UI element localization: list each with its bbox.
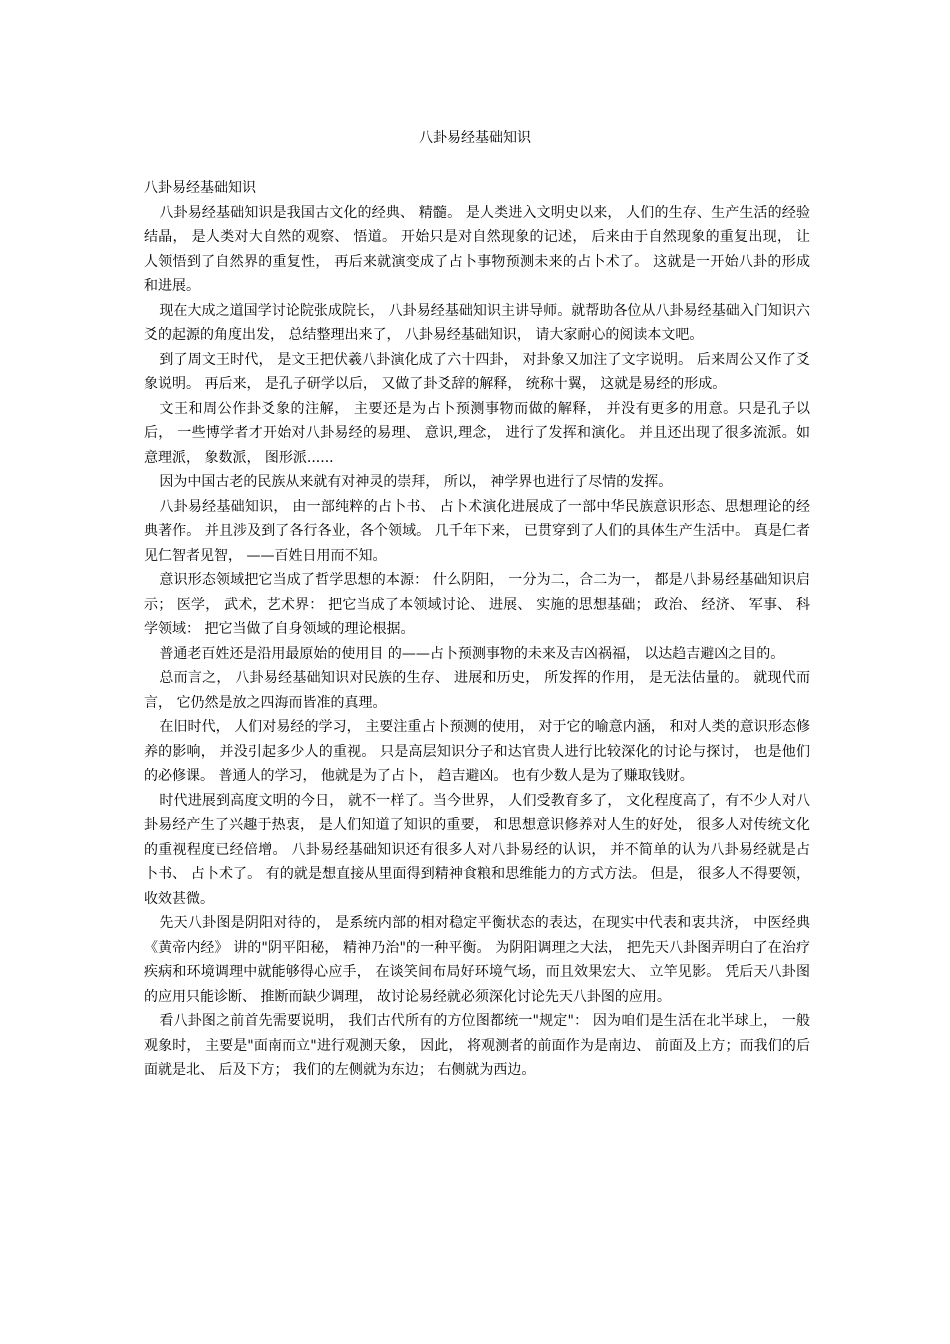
paragraph: 因为中国古老的民族从来就有对神灵的崇拜， 所以， 神学界也进行了尽情的发挥。: [159, 474, 673, 490]
paragraph: 时代进展到高度文明的今日， 就不一样了。当今世界， 人们受教育多了， 文化程度高了，有不少人对八卦易经产生了兴趣于热衷， 是人们知道了知识的重要， 和思想意识修养对人生的好处， 很多人对传统文化的重视程度已经倍增。 八卦易经基础知识还有很多人对八卦易经的认识， 并不简单的认为八卦易经就是占卜书、 占卜术了。 有的就是想直接从里面得到精神食粮和思维能力的方式方法。 但是， 很多人不得要领， 收效甚微。: [144, 792, 810, 907]
paragraph: 现在大成之道国学讨论院张成院长， 八卦易经基础知识主讲导师。就帮助各位从八卦易经基础入门知识六爻的起源的角度出发， 总结整理出来了， 八卦易经基础知识， 请大家耐心的阅读本文吧。: [144, 302, 810, 343]
document-title: 八卦易经基础知识: [419, 130, 531, 146]
paragraph: 在旧时代， 人们对易经的学习， 主要注重占卜预测的使用， 对于它的喻意内涵， 和对人类的意识形态修养的影响， 并没引起多少人的重视。 只是高层知识分子和达官贵人进行比较深化的讨论与探讨， 也是他们的必修课。 普通人的学习， 他就是为了占卜， 趋吉避凶。 也有少数人是为了赚取钱财。: [144, 719, 810, 784]
paragraph: 普通老百姓还是沿用最原始的使用目 的——占卜预测事物的未来及吉凶祸福， 以达趋吉避凶之目的。: [159, 645, 785, 662]
paragraph: 先天八卦图是阴阳对待的， 是系统内部的相对稳定平衡状态的表达，在现实中代表和衷共济， 中医经典《黄帝内经》 讲的"阴平阳秘， 精神乃治"的一种平衡。 为阴阳调理之大法， 把先天八卦图弄明白了在治疗疾病和环境调理中就能够得心应手， 在谈笑间布局好环境气场，而且效果宏大、 立竿见影。 凭后天八卦图的应用只能诊断、 推断而缺少调理， 故讨论易经就必须深化讨论先天八卦图的应用。: [144, 915, 810, 1005]
paragraph: 意识形态领域把它当成了哲学思想的本源： 什么阴阳， 一分为二，合二为一， 都是八卦易经基础知识启示； 医学， 武术，艺术界： 把它当成了本领域讨论、 进展、 实施的思想基础； 政治、 经济、 军事、 科学领域： 把它当做了自身领域的理论根据。: [144, 572, 810, 637]
paragraph: 看八卦图之前首先需要说明， 我们古代所有的方位图都统一"规定"： 因为咱们是生活在北半球上， 一般观象时， 主要是"面南而立"进行观测天象， 因此， 将观测者的前面作为是南边、 前面及上方；而我们的后面就是北、 后及下方； 我们的左侧就为东边； 右侧就为西边。: [144, 1013, 810, 1078]
paragraph: 总而言之， 八卦易经基础知识对民族的生存、 进展和历史， 所发挥的作用， 是无法估量的。 就现代而言， 它仍然是放之四海而皆准的真理。: [144, 670, 810, 711]
section-heading: 八卦易经基础知识: [144, 180, 256, 196]
paragraph: 八卦易经基础知识是我国古文化的经典、 精髓。 是人类进入文明史以来， 人们的生存、生产生活的经验结晶， 是人类对大自然的观察、 悟道。 开始只是对自然现象的记述， 后来由于自然现象的重复出现， 让人领悟到了自然界的重复性， 再后来就演变成了占卜事物预测未来的占卜术了。 这就是一开始八卦的形成和进展。: [144, 204, 810, 294]
paragraph: 文王和周公作卦爻象的注解， 主要还是为占卜预测事物而做的解释， 并没有更多的用意。只是孔子以后， 一些博学者才开始对八卦易经的易理、 意识,理念， 进行了发挥和演化。 并且还出现了很多流派。如意理派， 象数派， 图形派......: [144, 400, 810, 466]
paragraph: 到了周文王时代， 是文王把伏羲八卦演化成了六十四卦， 对卦象又加注了文字说明。 后来周公又作了爻象说明。 再后来， 是孔子研学以后， 又做了卦爻辞的解释， 统称十翼， 这就是易经的形成。: [144, 351, 810, 392]
document-body: [144, 176, 810, 1083]
paragraph: 八卦易经基础知识， 由一部纯粹的占卜书、 占卜术演化进展成了一部中华民族意识形态、思想理论的经典著作。 并且涉及到了各行各业，各个领域。 几千年下来， 已贯穿到了人们的具体生产生活中。 真是仁者见仁智者见智， ——百姓日用而不知。: [144, 498, 810, 564]
